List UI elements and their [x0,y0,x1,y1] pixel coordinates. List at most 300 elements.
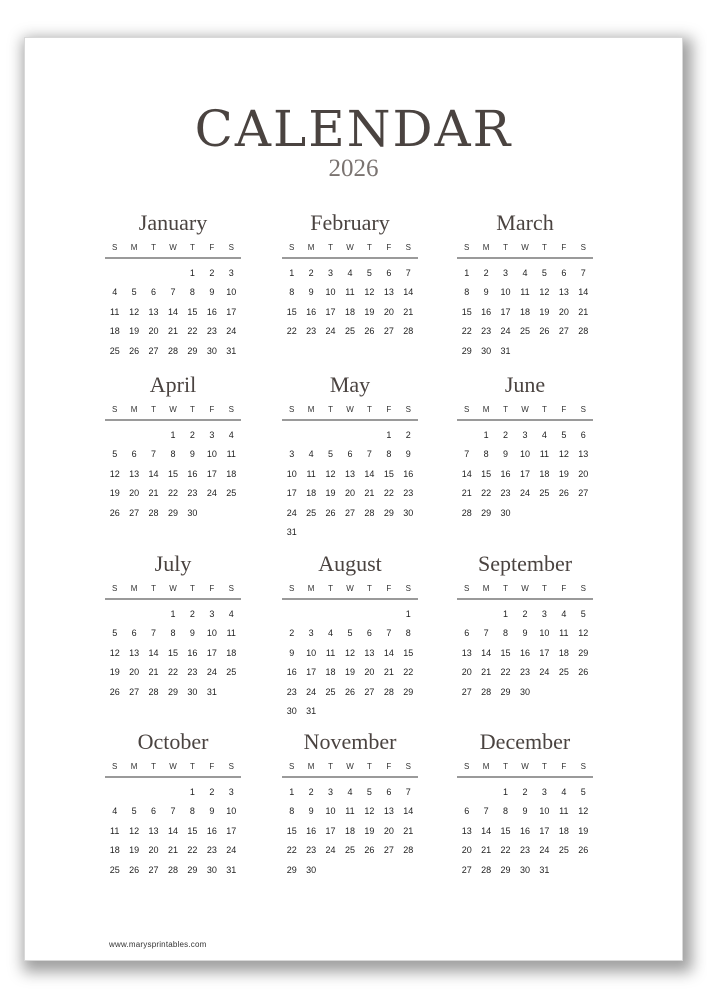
day-cell: 7 [405,786,411,797]
day-cell: 17 [286,488,297,499]
day-cell: 30 [403,507,414,518]
week-row [105,302,241,322]
day-cell: 1 [189,786,195,797]
day-cell: 20 [461,845,472,856]
day-cell: 18 [344,825,355,836]
week-row [282,663,418,683]
day-cell: 16 [206,306,217,317]
weeks [105,604,241,702]
day-cell: 5 [366,786,372,797]
month-name: June [504,372,546,397]
week-row [105,484,241,504]
month-name: January [138,210,208,235]
day-cell: 2 [308,786,314,797]
day-cell: 19 [364,825,375,836]
weekday-header: F [561,242,567,252]
day-cell: 18 [306,488,317,499]
day-cell: 3 [209,608,215,619]
day-cell: 15 [187,825,198,836]
month-name: July [154,551,192,576]
day-cell: 29 [187,864,198,875]
day-cell: 15 [167,647,178,658]
weekday-header: F [209,583,215,593]
weekday-header: W [346,583,354,593]
day-cell: 1 [503,786,509,797]
day-cell: 28 [383,686,394,697]
day-cell: 9 [209,806,215,817]
day-cell: 3 [308,628,314,639]
week-row [282,263,418,283]
weekday-header: S [228,404,234,414]
day-cell: 29 [500,864,511,875]
weekday-header: F [386,242,392,252]
day-cell: 29 [578,647,589,658]
day-cell: 30 [187,686,198,697]
day-cell: 27 [364,686,375,697]
day-cell: 10 [325,287,336,298]
week-row [105,341,241,361]
day-cell: 4 [228,429,234,440]
weekday-header: T [151,583,156,593]
day-cell: 9 [522,628,528,639]
day-cell: 6 [561,267,567,278]
week-row [105,663,241,683]
day-cell: 12 [364,287,375,298]
weekday-header: S [112,583,118,593]
day-cell: 22 [187,845,198,856]
day-cell: 17 [306,667,317,678]
day-cell: 13 [383,287,394,298]
weekday-header: S [405,242,411,252]
day-cell: 11 [520,287,530,298]
day-cell: 7 [483,628,489,639]
month-name: March [496,210,554,235]
day-cell: 21 [403,825,414,836]
day-cell: 14 [364,468,375,479]
weekday-header: T [189,404,195,414]
day-cell: 25 [109,864,120,875]
weekday-header: M [482,583,490,593]
week-row [105,604,241,624]
day-cell: 24 [226,845,237,856]
day-cell: 6 [347,449,353,460]
day-cell: 12 [109,468,120,479]
day-cell: 21 [148,667,159,678]
weekday-header: S [112,404,118,414]
day-cell: 20 [148,326,159,337]
day-cell: 28 [481,686,492,697]
day-cell: 31 [306,706,317,717]
day-cell: 29 [481,507,492,518]
day-cell: 17 [206,647,217,658]
day-cell: 25 [226,488,237,499]
day-cell: 27 [129,507,140,518]
weeks [282,604,418,721]
day-cell: 19 [325,488,336,499]
weekday-header: S [228,242,234,252]
weekday-header: S [289,583,295,593]
week-row [282,302,418,322]
day-cell: 23 [500,488,511,499]
day-cell: 18 [109,326,120,337]
day-cell: 13 [129,647,140,658]
month-october [105,727,241,880]
day-cell: 6 [151,287,157,298]
week-row [457,484,593,504]
day-cell: 20 [383,306,394,317]
day-cell: 6 [131,628,137,639]
weekday-header: M [130,583,138,593]
week-row [105,263,241,283]
weekday-header: W [521,761,529,771]
day-cell: 11 [559,628,569,639]
day-cell: 31 [226,864,237,875]
day-cell: 11 [345,806,355,817]
week-row [457,604,593,624]
week-row [457,425,593,445]
week-row [457,860,593,880]
day-cell: 11 [345,287,355,298]
day-cell: 27 [148,345,159,356]
day-cell: 26 [109,686,120,697]
weekday-header-row [282,757,418,778]
month-january [105,208,241,361]
day-cell: 19 [539,306,550,317]
day-cell: 26 [364,845,375,856]
day-cell: 15 [286,306,297,317]
day-cell: 15 [187,306,198,317]
day-cell: 19 [129,845,140,856]
weekday-header: W [521,242,529,252]
page-title: CALENDAR [194,100,513,158]
day-cell: 23 [206,845,217,856]
weekday-header: T [541,404,547,414]
weekday-header: T [189,242,195,252]
day-cell: 26 [364,326,375,337]
day-cell: 7 [483,806,489,817]
day-cell: 16 [519,647,530,658]
day-cell: 21 [148,488,159,499]
day-cell: 12 [129,825,140,836]
day-cell: 3 [228,267,234,278]
day-cell: 31 [206,686,217,697]
weekday-header: T [503,242,508,252]
weekday-header: T [189,761,195,771]
day-cell: 7 [386,628,392,639]
month-name: October [137,729,209,754]
weekday-header-row [105,579,241,600]
weekday-header: T [366,761,372,771]
day-cell: 16 [187,468,198,479]
weekday-header: T [366,583,372,593]
day-cell: 30 [306,864,317,875]
day-cell: 12 [325,468,336,479]
day-cell: 14 [481,825,492,836]
week-row [105,322,241,342]
day-cell: 27 [148,864,159,875]
week-row [282,503,418,523]
day-cell: 14 [167,825,178,836]
day-cell: 21 [578,306,589,317]
day-cell: 24 [500,326,511,337]
day-cell: 17 [325,825,336,836]
day-cell: 5 [112,449,118,460]
weekday-header: M [482,404,490,414]
day-cell: 15 [481,468,492,479]
week-row [282,643,418,663]
week-row [282,484,418,504]
weekday-header: T [541,761,547,771]
day-cell: 8 [170,449,176,460]
day-cell: 29 [167,686,178,697]
weekday-header: S [289,242,295,252]
day-cell: 19 [109,488,120,499]
month-march [457,208,593,361]
weeks [105,782,241,880]
week-row [105,782,241,802]
day-cell: 13 [364,647,375,658]
day-cell: 8 [503,806,509,817]
day-cell: 13 [578,449,589,460]
day-cell: 27 [461,686,472,697]
day-cell: 24 [539,667,550,678]
day-cell: 30 [481,345,492,356]
day-cell: 18 [226,468,237,479]
day-cell: 28 [578,326,589,337]
month-name: April [149,372,197,397]
day-cell: 1 [189,267,195,278]
weekday-header: S [228,761,234,771]
weekday-header: T [366,242,372,252]
day-cell: 3 [541,608,547,619]
day-cell: 31 [286,527,297,538]
day-cell: 30 [286,706,297,717]
weeks [457,425,593,523]
day-cell: 31 [500,345,511,356]
day-cell: 4 [347,267,353,278]
week-row [457,782,593,802]
day-cell: 19 [364,306,375,317]
day-cell: 22 [286,326,297,337]
week-row [457,341,593,361]
weekday-header-row [457,238,593,259]
day-cell: 3 [209,429,215,440]
weekday-header: T [503,404,508,414]
day-cell: 19 [109,667,120,678]
day-cell: 18 [519,306,530,317]
day-cell: 6 [366,628,372,639]
weekday-header: T [189,583,195,593]
day-cell: 21 [481,667,492,678]
day-cell: 12 [344,647,355,658]
month-name: May [329,372,371,397]
week-row [105,821,241,841]
day-cell: 7 [170,806,176,817]
month-may [282,370,418,542]
day-cell: 6 [386,267,392,278]
weekday-header: S [464,761,470,771]
weekday-header: F [386,404,392,414]
day-cell: 24 [286,507,297,518]
week-row [457,322,593,342]
weekday-header: M [482,242,490,252]
day-cell: 25 [306,507,317,518]
weeks [105,263,241,361]
day-cell: 5 [112,628,118,639]
day-cell: 10 [286,468,297,479]
day-cell: 22 [403,667,414,678]
day-cell: 10 [226,287,237,298]
day-cell: 27 [129,686,140,697]
week-row [457,503,593,523]
weeks [457,782,593,880]
day-cell: 5 [580,608,586,619]
day-cell: 12 [109,647,120,658]
day-cell: 2 [483,267,489,278]
weekday-header: M [307,583,315,593]
day-cell: 5 [131,806,137,817]
weekday-header: S [228,583,234,593]
day-cell: 3 [503,267,509,278]
day-cell: 26 [578,667,589,678]
day-cell: 4 [561,608,567,619]
day-cell: 20 [148,845,159,856]
weeks [105,425,241,523]
month-name: February [310,210,390,235]
weekday-header: F [209,404,215,414]
day-cell: 7 [405,267,411,278]
month-name: December [479,729,571,754]
week-row [282,464,418,484]
day-cell: 1 [289,267,295,278]
weekday-header: T [541,242,547,252]
day-cell: 21 [167,326,178,337]
day-cell: 22 [383,488,394,499]
day-cell: 25 [344,845,355,856]
weeks [282,425,418,542]
day-cell: 18 [109,845,120,856]
day-cell: 29 [167,507,178,518]
week-row [457,821,593,841]
month-august [282,549,418,721]
day-cell: 18 [226,647,237,658]
weekday-header: S [405,583,411,593]
day-cell: 4 [112,287,118,298]
weekday-header: M [307,404,315,414]
day-cell: 27 [558,326,569,337]
day-cell: 8 [464,287,470,298]
weekday-header: T [328,404,333,414]
day-cell: 23 [286,686,297,697]
day-cell: 5 [328,449,334,460]
day-cell: 10 [206,449,217,460]
day-cell: 28 [364,507,375,518]
day-cell: 28 [148,686,159,697]
day-cell: 28 [167,864,178,875]
day-cell: 8 [170,628,176,639]
day-cell: 11 [559,806,569,817]
day-cell: 11 [110,306,120,317]
year-label: 2026 [328,155,379,182]
day-cell: 8 [503,628,509,639]
day-cell: 22 [500,667,511,678]
day-cell: 16 [500,468,511,479]
day-cell: 30 [519,686,530,697]
weekday-header: S [112,761,118,771]
day-cell: 3 [522,429,528,440]
day-cell: 14 [461,468,472,479]
day-cell: 27 [461,864,472,875]
weekday-header: S [464,404,470,414]
weekday-header: F [561,761,567,771]
day-cell: 16 [306,306,317,317]
day-cell: 18 [558,825,569,836]
weekday-header: F [209,242,215,252]
day-cell: 4 [228,608,234,619]
weekday-header-row [457,757,593,778]
week-row [282,860,418,880]
day-cell: 9 [189,449,195,460]
day-cell: 12 [558,449,569,460]
day-cell: 21 [403,306,414,317]
day-cell: 8 [405,628,411,639]
day-cell: 19 [558,468,569,479]
footer-url: www.marysprintables.com [109,940,207,949]
day-cell: 22 [167,667,178,678]
day-cell: 8 [289,806,295,817]
week-row [282,782,418,802]
day-cell: 27 [383,326,394,337]
weekday-header: F [209,761,215,771]
day-cell: 10 [500,287,511,298]
day-cell: 11 [325,647,336,658]
day-cell: 19 [129,326,140,337]
day-cell: 2 [308,267,314,278]
calendar-page [25,38,682,960]
week-row [282,425,418,445]
weekday-header: T [151,404,156,414]
week-row [457,263,593,283]
day-cell: 27 [344,507,355,518]
week-row [457,643,593,663]
weekday-header: W [169,242,177,252]
weekday-header: S [112,242,118,252]
day-cell: 14 [167,306,178,317]
weekday-header: W [346,761,354,771]
day-cell: 2 [405,429,411,440]
weekday-header: W [169,761,177,771]
week-row [282,702,418,722]
week-row [282,841,418,861]
weekday-header-row [457,400,593,421]
day-cell: 10 [306,647,317,658]
month-april [105,370,241,523]
week-row [282,445,418,465]
day-cell: 14 [383,647,394,658]
day-cell: 10 [539,806,550,817]
day-cell: 25 [325,686,336,697]
weekday-header: S [580,404,586,414]
weekday-header: T [328,761,333,771]
day-cell: 25 [109,345,120,356]
week-row [457,663,593,683]
day-cell: 6 [131,449,137,460]
week-row [457,445,593,465]
day-cell: 17 [539,825,550,836]
day-cell: 19 [344,667,355,678]
day-cell: 22 [167,488,178,499]
day-cell: 25 [519,326,530,337]
